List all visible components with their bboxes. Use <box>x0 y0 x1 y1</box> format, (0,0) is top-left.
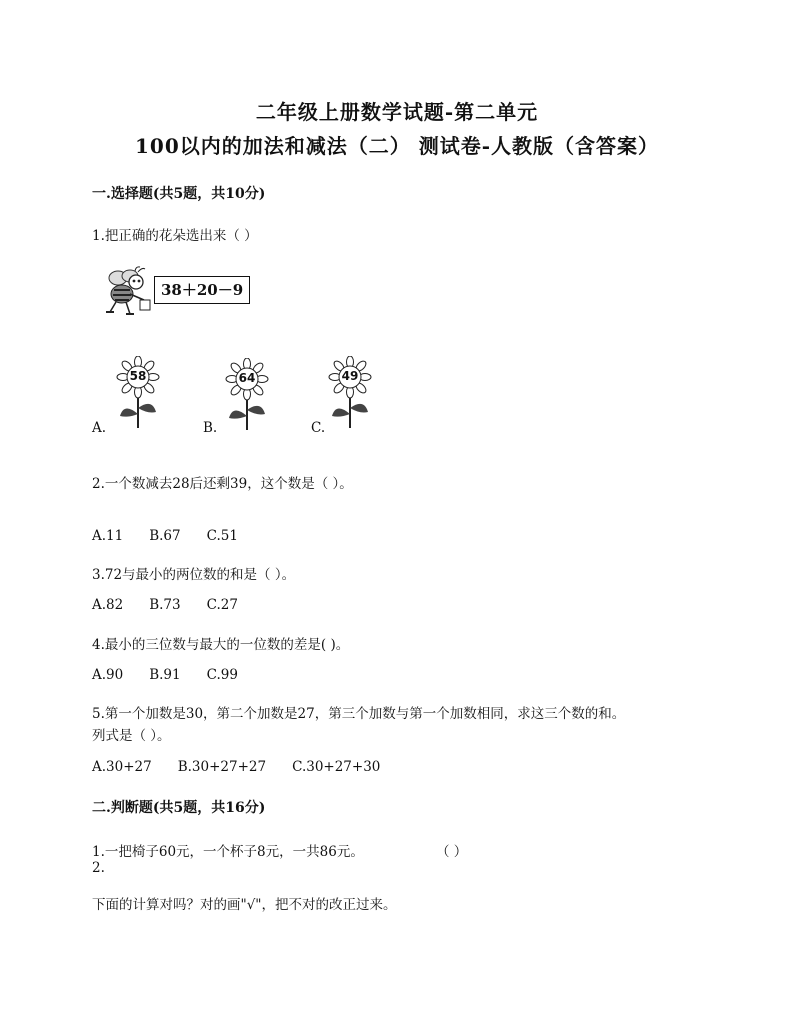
title-line-1: 二年级上册数学试题-第二单元 <box>255 100 539 124</box>
option-c: C.51 <box>206 528 238 544</box>
option-b: B.67 <box>149 528 181 544</box>
option-b: B.91 <box>149 667 181 683</box>
question-3-options <box>92 597 264 613</box>
question-4-options <box>92 667 264 683</box>
flower-number-c: 49 <box>341 369 359 383</box>
flower-option-b <box>217 358 277 432</box>
bee-illustration <box>100 264 154 318</box>
judge-question-1-blank: （ ） <box>436 844 468 860</box>
judge-question-1-text: 1.一把椅子60元，一个杯子8元，一共86元。 <box>92 844 364 860</box>
judge-question-2-number: 2. <box>92 860 105 876</box>
option-a-label: A. <box>92 420 107 436</box>
judge-question-2-text: 下面的计算对吗？对的画"√"，把不对的改正过来。 <box>92 897 397 913</box>
flower-option-a <box>108 356 168 430</box>
option-a: A.90 <box>92 667 124 683</box>
section-1-heading: 一.选择题(共5题，共10分) <box>92 186 266 202</box>
option-c: C.27 <box>206 597 238 613</box>
option-a: A.11 <box>92 528 124 544</box>
option-a: A.30+27 <box>92 759 152 775</box>
option-a: A.82 <box>92 597 124 613</box>
section-2-heading: 二.判断题(共5题，共16分) <box>92 800 266 816</box>
flower-option-c <box>320 356 380 430</box>
option-c: C.30+27+30 <box>292 759 381 775</box>
question-5-options <box>92 759 406 775</box>
flower-number-b: 64 <box>238 371 256 385</box>
question-2-text: 2.一个数减去28后还剩39，这个数是（ ）。 <box>92 476 353 492</box>
option-c-label: C. <box>311 420 326 436</box>
question-3-text: 3.72与最小的两位数的和是（ ）。 <box>92 567 296 583</box>
title-line-2: 100以内的加法和减法（二） 测试卷-人教版（含答案） <box>134 134 659 158</box>
question-5-text-line-1: 5.第一个加数是30，第二个加数是27，第三个加数与第一个加数相同，求这三个数的和。 <box>92 706 626 722</box>
option-c: C.99 <box>206 667 238 683</box>
flower-number-a: 58 <box>129 369 147 383</box>
option-b: B.30+27+27 <box>177 759 267 775</box>
option-b: B.73 <box>149 597 181 613</box>
question-5-text-line-2: 列式是（ ）。 <box>92 728 171 744</box>
expression-box: 38＋20－9 <box>154 276 250 304</box>
question-2-options <box>92 528 264 544</box>
question-4-text: 4.最小的三位数与最大的一位数的差是( )。 <box>92 637 350 653</box>
option-b-label: B. <box>203 420 218 436</box>
question-1-text: 1.把正确的花朵选出来（ ） <box>92 228 258 244</box>
